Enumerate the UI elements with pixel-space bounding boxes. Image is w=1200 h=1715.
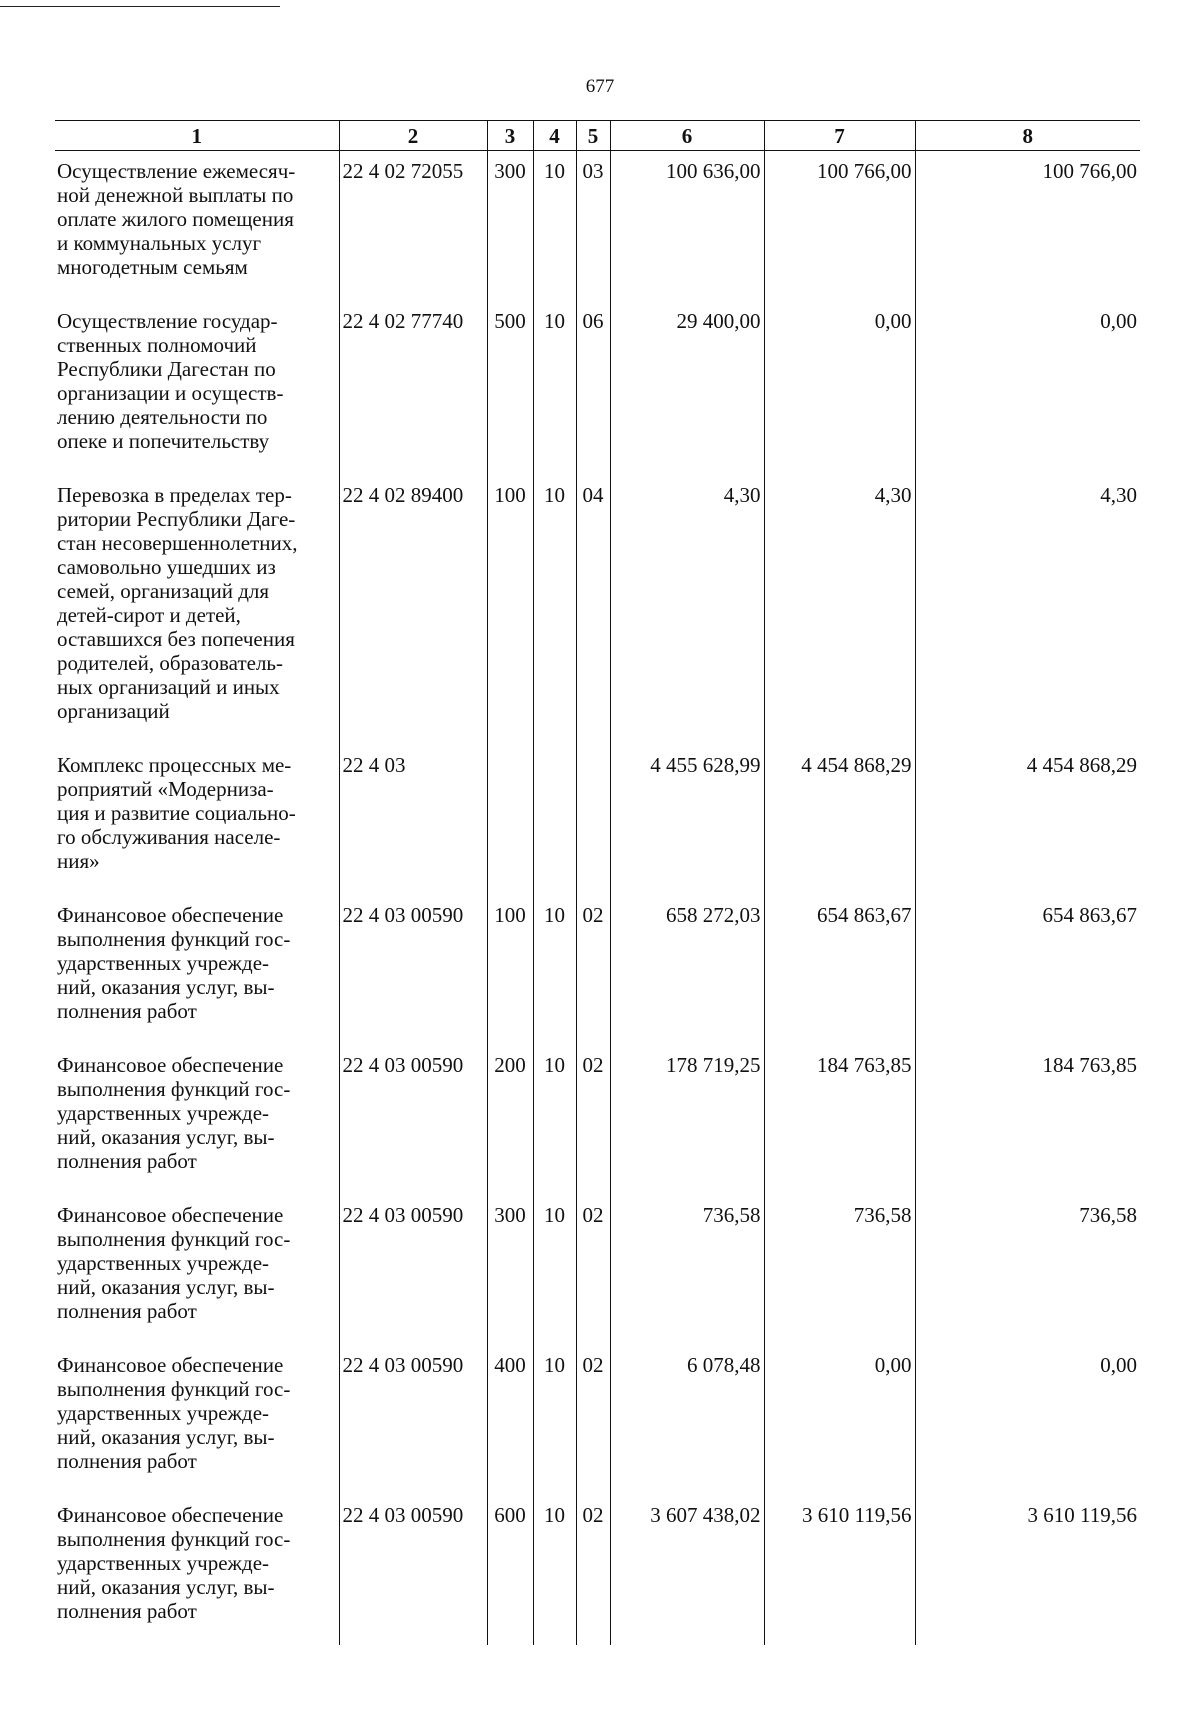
- row-section: 10: [533, 895, 576, 1045]
- header-col-6: 6: [610, 121, 764, 151]
- header-col-5: 5: [576, 121, 610, 151]
- row-amount-year-1: 6 078,48: [610, 1345, 764, 1495]
- row-subsection: 02: [576, 1195, 610, 1345]
- row-amount-year-1: 736,58: [610, 1195, 764, 1345]
- row-subsection: 03: [576, 151, 610, 302]
- table-row: [55, 475, 1140, 745]
- row-target-code: 22 4 03 00590: [339, 1495, 487, 1645]
- row-target-code: 22 4 03 00590: [339, 895, 487, 1045]
- row-amount-year-3: 3 610 119,56: [915, 1495, 1140, 1645]
- header-col-2: 2: [339, 121, 487, 151]
- header-col-8: 8: [915, 121, 1140, 151]
- row-expense-type: 600: [487, 1495, 533, 1645]
- page-number: 677: [585, 76, 615, 97]
- row-section: 10: [533, 1195, 576, 1345]
- row-amount-year-2: 100 766,00: [764, 151, 915, 302]
- header-col-7: 7: [764, 121, 915, 151]
- row-expense-type: 100: [487, 895, 533, 1045]
- row-name: Комплекс процессных ме- роприятий «Модерниза- ция и развитие социально- го обслуживания населе- ния»: [57, 753, 296, 873]
- row-section: 10: [533, 1045, 576, 1195]
- row-amount-year-2: 3 610 119,56: [764, 1495, 915, 1645]
- table-row: [55, 895, 1140, 1045]
- header-col-3: 3: [487, 121, 533, 151]
- table-row: [55, 151, 1140, 302]
- row-target-code: 22 4 03: [339, 745, 487, 895]
- row-amount-year-3: 4 454 868,29: [915, 745, 1140, 895]
- row-subsection: 02: [576, 1495, 610, 1645]
- row-amount-year-3: 184 763,85: [915, 1045, 1140, 1195]
- row-amount-year-2: 0,00: [764, 301, 915, 475]
- row-section: 10: [533, 151, 576, 302]
- row-subsection: 02: [576, 1345, 610, 1495]
- row-amount-year-3: 4,30: [915, 475, 1140, 745]
- row-subsection: [576, 745, 610, 895]
- header-row: [55, 121, 1140, 151]
- row-amount-year-2: 736,58: [764, 1195, 915, 1345]
- table-row: [55, 1195, 1140, 1345]
- row-amount-year-1: 100 636,00: [610, 151, 764, 302]
- row-amount-year-3: 100 766,00: [915, 151, 1140, 302]
- header-col-1: 1: [55, 121, 339, 151]
- row-section: 10: [533, 1495, 576, 1645]
- row-expense-type: 500: [487, 301, 533, 475]
- row-name: Финансовое обеспечение выполнения функций гос- ударственных учрежде- ний, оказания услуг, вы- полнения работ: [57, 903, 291, 1023]
- table-row: [55, 1345, 1140, 1495]
- row-amount-year-3: 0,00: [915, 1345, 1140, 1495]
- row-amount-year-1: 3 607 438,02: [610, 1495, 764, 1645]
- table-row: [55, 301, 1140, 475]
- table-row: [55, 1495, 1140, 1645]
- row-subsection: 06: [576, 301, 610, 475]
- row-name: Финансовое обеспечение выполнения функций гос- ударственных учрежде- ний, оказания услуг, вы- полнения работ: [57, 1353, 291, 1473]
- row-amount-year-2: 4,30: [764, 475, 915, 745]
- row-target-code: 22 4 02 77740: [339, 301, 487, 475]
- row-expense-type: 100: [487, 475, 533, 745]
- row-expense-type: 300: [487, 1195, 533, 1345]
- row-amount-year-3: 736,58: [915, 1195, 1140, 1345]
- row-amount-year-1: 178 719,25: [610, 1045, 764, 1195]
- header-col-4: 4: [533, 121, 576, 151]
- row-amount-year-1: 658 272,03: [610, 895, 764, 1045]
- row-amount-year-2: 4 454 868,29: [764, 745, 915, 895]
- row-name: Осуществление ежемесяч- ной денежной выплаты по оплате жилого помещения и коммунальных услуг многодетным семьям: [57, 159, 296, 279]
- row-amount-year-2: 184 763,85: [764, 1045, 915, 1195]
- row-amount-year-1: 29 400,00: [610, 301, 764, 475]
- table-row: [55, 745, 1140, 895]
- row-subsection: 04: [576, 475, 610, 745]
- row-target-code: 22 4 02 72055: [339, 151, 487, 302]
- row-expense-type: [487, 745, 533, 895]
- row-target-code: 22 4 03 00590: [339, 1045, 487, 1195]
- row-target-code: 22 4 03 00590: [339, 1345, 487, 1495]
- row-amount-year-3: 654 863,67: [915, 895, 1140, 1045]
- row-section: 10: [533, 1345, 576, 1495]
- row-amount-year-1: 4,30: [610, 475, 764, 745]
- row-section: 10: [533, 301, 576, 475]
- row-subsection: 02: [576, 1045, 610, 1195]
- row-name: Финансовое обеспечение выполнения функций гос- ударственных учрежде- ний, оказания услуг, вы- полнения работ: [57, 1503, 291, 1623]
- row-amount-year-3: 0,00: [915, 301, 1140, 475]
- row-expense-type: 200: [487, 1045, 533, 1195]
- budget-table: [55, 120, 1140, 1645]
- row-section: [533, 745, 576, 895]
- row-amount-year-2: 654 863,67: [764, 895, 915, 1045]
- row-name: Перевозка в пределах тер- ритории Республики Даге- стан несовершеннолетних, самовольно ушедших из семей, организаций для детей-сирот и детей, оставшихся без попечения родителей, образователь- ных организаций и иных организаций: [57, 483, 298, 723]
- row-section: 10: [533, 475, 576, 745]
- row-expense-type: 300: [487, 151, 533, 302]
- row-name: Финансовое обеспечение выполнения функций гос- ударственных учрежде- ний, оказания услуг, вы- полнения работ: [57, 1203, 291, 1323]
- row-amount-year-1: 4 455 628,99: [610, 745, 764, 895]
- row-name: Осуществление государ- ственных полномочий Республики Дагестан по организации и осуществ- лению деятельности по опеке и попечительству: [57, 309, 284, 453]
- row-target-code: 22 4 02 89400: [339, 475, 487, 745]
- row-amount-year-2: 0,00: [764, 1345, 915, 1495]
- top-rule: [0, 6, 280, 7]
- row-target-code: 22 4 03 00590: [339, 1195, 487, 1345]
- row-expense-type: 400: [487, 1345, 533, 1495]
- row-subsection: 02: [576, 895, 610, 1045]
- table-row: [55, 1045, 1140, 1195]
- row-name: Финансовое обеспечение выполнения функций гос- ударственных учрежде- ний, оказания услуг, вы- полнения работ: [57, 1053, 291, 1173]
